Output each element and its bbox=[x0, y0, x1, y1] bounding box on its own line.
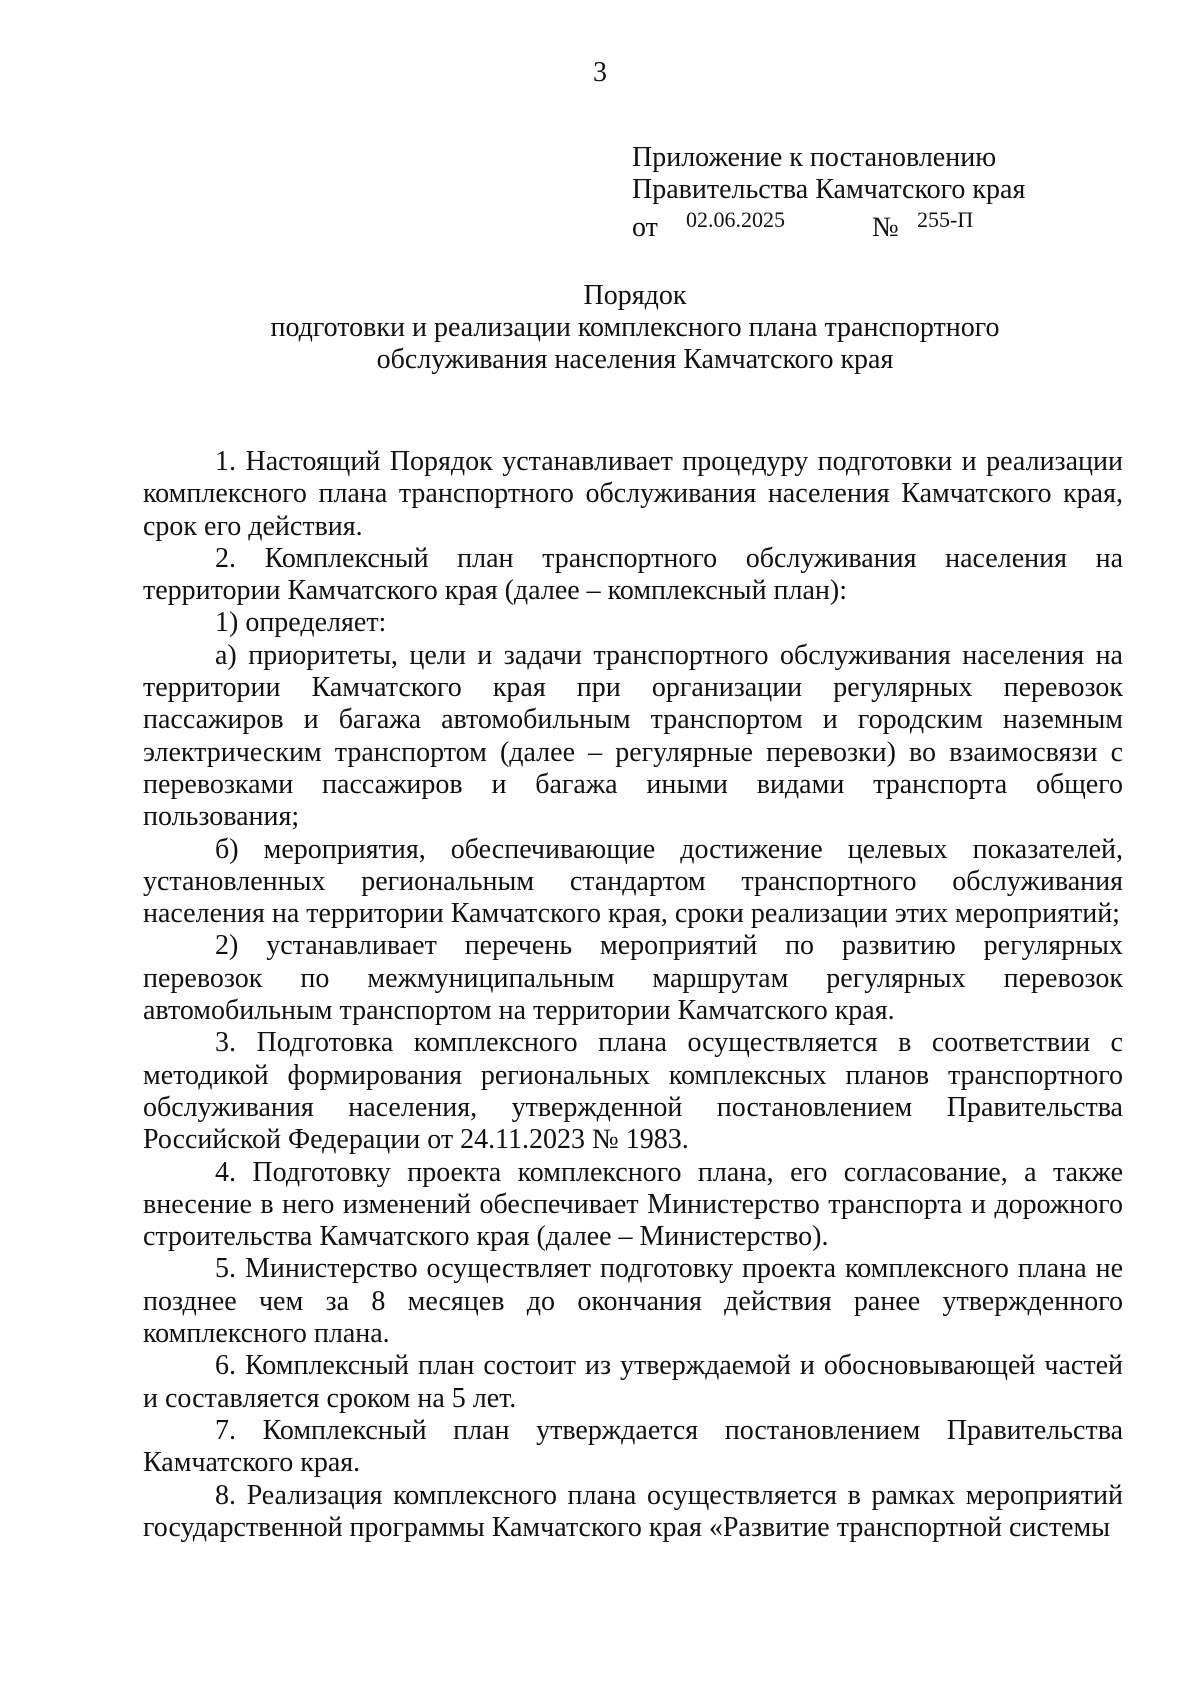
paragraph-5: 5. Министерство осуществляет подготовку проекта комплексного плана не позднее чем за 8 месяцев до окончания действия ранее утвержденного комплексного плана. bbox=[143, 1253, 1123, 1350]
from-label: от bbox=[632, 212, 658, 243]
paragraph-1: 1. Настоящий Порядок устанавливает процедуру подготовки и реализации комплексного плана транспортного обслуживания населения Камчатского края, срок его действия. bbox=[143, 446, 1123, 542]
appendix-line-2: Правительства Камчатского края bbox=[632, 174, 1026, 205]
appendix-reference bbox=[632, 206, 1025, 242]
paragraph-4: 4. Подготовку проекта комплексного плана, его согласование, а также внесение в него изменений обеспечивает Министерство транспорта и дорожного строительства Камчатского края (далее – Министерство). bbox=[143, 1156, 1123, 1253]
title-line-3: обслуживания населения Камчатского края bbox=[376, 344, 894, 375]
paragraph-2-1-a: а) приоритеты, цели и задачи транспортного обслуживания населения на территории Камчатского края при организации регулярных перевозок пассажиров и багажа автомобильным транспортом и городским наземным электрическим транспортом (далее – регулярные перевозки) во взаимосвязи с перевозками пассажиров и багажа иными видами транспорта общего пользования; bbox=[143, 639, 1123, 833]
page-number: 3 bbox=[593, 57, 607, 88]
title-line-2: подготовки и реализации комплексного плана транспортного bbox=[270, 312, 1000, 343]
document-body bbox=[143, 446, 1123, 1544]
title-line-1: Порядок bbox=[583, 280, 687, 311]
appendix-header bbox=[632, 142, 1025, 242]
paragraph-8: 8. Реализация комплексного плана осуществляется в рамках мероприятий государственной программы Камчатского края «Развитие транспортной системы bbox=[143, 1479, 1123, 1543]
paragraph-7: 7. Комплексный план утверждается постановлением Правительства Камчатского края. bbox=[143, 1414, 1123, 1479]
decree-number: 255-П bbox=[917, 207, 974, 232]
document-title bbox=[0, 280, 1200, 376]
paragraph-2-1-b: б) мероприятия, обеспечивающие достижение целевых показателей, установленных региональным стандартом транспортного обслуживания населения на территории Камчатского края, сроки реализации этих мероприятий; bbox=[143, 833, 1123, 930]
paragraph-2: 2. Комплексный план транспортного обслуживания населения на территории Камчатского края (далее – комплексный план): bbox=[143, 542, 1123, 607]
appendix-line-1: Приложение к постановлению bbox=[632, 142, 997, 173]
paragraph-6: 6. Комплексный план состоит из утверждаемой и обосновывающей частей и составляется сроком на 5 лет. bbox=[143, 1350, 1123, 1414]
paragraph-2-2: 2) устанавливает перечень мероприятий по развитию регулярных перевозок по межмуниципальным маршрутам регулярных перевозок автомобильным транспортом на территории Камчатского края. bbox=[143, 930, 1123, 1027]
decree-date: 02.06.2025 bbox=[686, 207, 785, 232]
number-sign: № bbox=[872, 212, 899, 243]
paragraph-2-1: 1) определяет: bbox=[215, 607, 387, 639]
paragraph-3: 3. Подготовка комплексного плана осуществляется в соответствии с методикой формирования региональных комплексных планов транспортного обслуживания населения, утвержденной постановлением Правительства Российской Федерации от 24.11.2023 № 1983. bbox=[143, 1027, 1123, 1156]
